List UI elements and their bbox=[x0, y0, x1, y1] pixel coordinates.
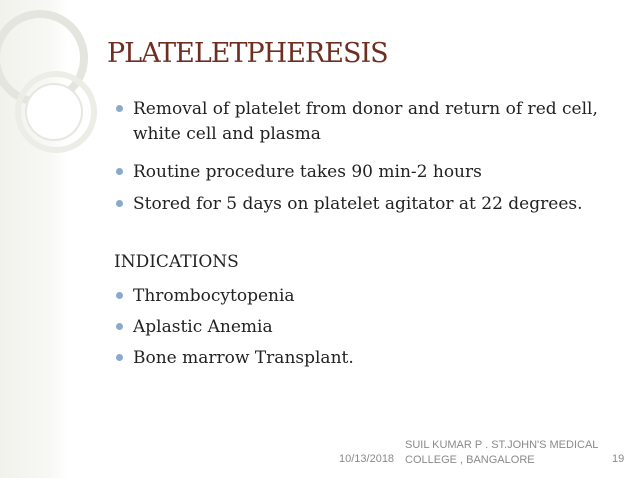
list-item bbox=[116, 346, 354, 371]
footer-date: 10/13/2018 bbox=[339, 453, 395, 465]
bullet-text: Aplastic Anemia bbox=[133, 317, 273, 337]
bullet-icon bbox=[116, 292, 123, 299]
bullet-text: Thrombocytopenia bbox=[133, 286, 295, 306]
list-item bbox=[116, 284, 295, 309]
bullet-icon bbox=[116, 168, 123, 175]
footer-author bbox=[405, 438, 615, 468]
bullet-icon bbox=[116, 105, 123, 112]
footer-author-line2: COLLEGE , BANGALORE bbox=[405, 454, 535, 466]
bullet-text: Routine procedure takes 90 min-2 hours bbox=[133, 162, 482, 182]
bullet-icon bbox=[116, 323, 123, 330]
indications-heading: INDICATIONS bbox=[114, 252, 239, 272]
footer-author-line1: SUIL KUMAR P . ST.JOHN'S MEDICAL bbox=[405, 439, 599, 451]
bullet-icon bbox=[116, 200, 123, 207]
list-item bbox=[116, 315, 273, 340]
bullet-text: Removal of platelet from donor and return of red cell, white cell and plasma bbox=[133, 99, 598, 144]
slide-title: PLATELETPHERESIS bbox=[107, 38, 388, 69]
bullet-icon bbox=[116, 354, 123, 361]
list-item bbox=[116, 192, 583, 217]
bullet-text: Bone marrow Transplant. bbox=[133, 348, 354, 368]
list-item bbox=[116, 160, 482, 185]
circle-decoration bbox=[0, 0, 140, 180]
bullet-text: Stored for 5 days on platelet agitator at 22 degrees. bbox=[133, 194, 583, 214]
page-number: 19 bbox=[612, 453, 625, 465]
list-item bbox=[116, 97, 613, 147]
